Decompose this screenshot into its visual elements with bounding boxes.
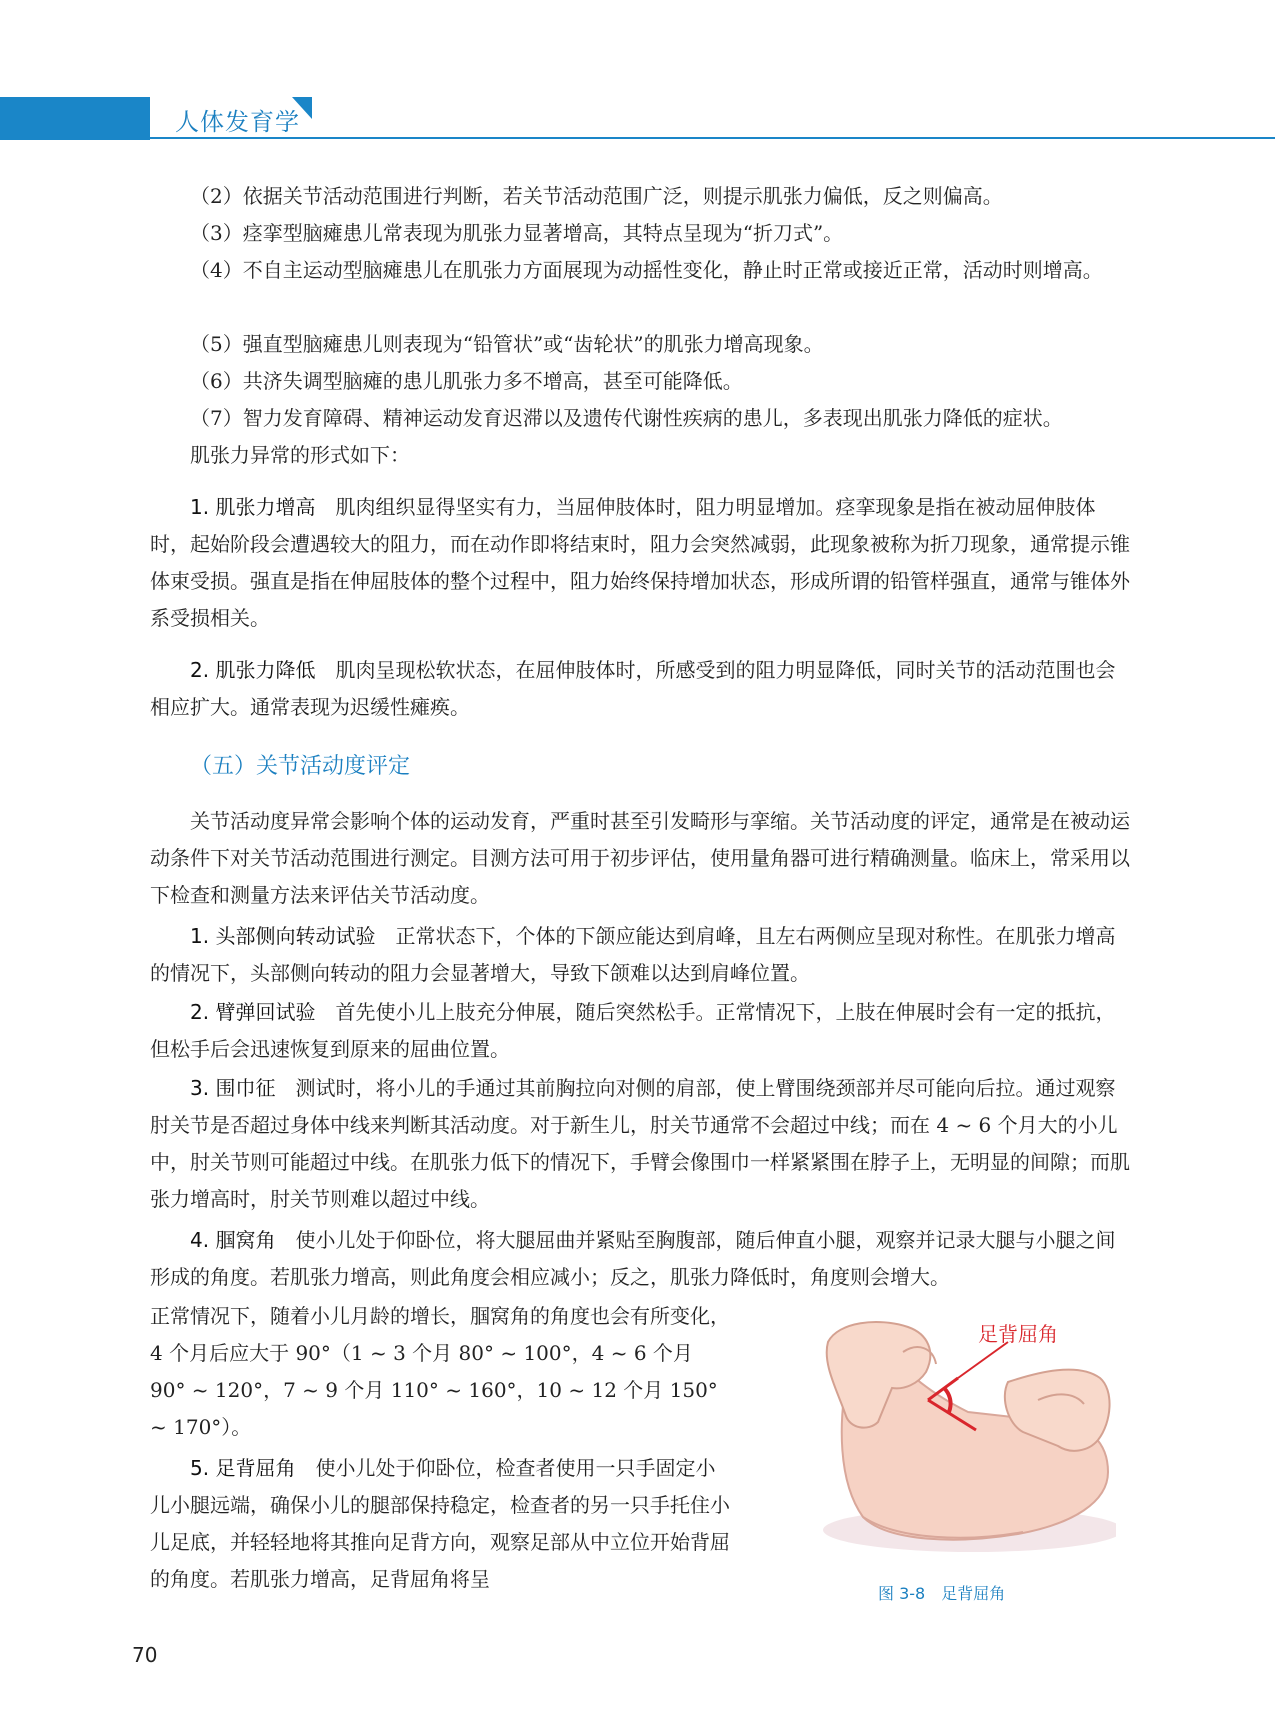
- item-text: 肌肉组织显得坚实有力，当屈伸肢体时，阻力明显增加。痉挛现象是指在被动屈伸肢体时，起始阶段会遭遇较大的阻力，而在动作即将结束时，阻力会突然减弱，此现象被称为折刀现象，通常提示锥体束受损。强直是指在伸屈肢体的整个过程中，阻力始终保持增加状态，形成所谓的铅管样强直，通常与锥体外系受损相关。: [150, 495, 1130, 630]
- item-term: 2. 肌张力降低: [190, 658, 316, 682]
- section-intro: 关节活动度异常会影响个体的运动发育，严重时甚至引发畸形与挛缩。关节活动度的评定，通常是在被动运动条件下对关节活动范围进行测定。目测方法可用于初步评估，使用量角器可进行精确测量。临床上，常采用以下检查和测量方法来评估关节活动度。: [150, 809, 1130, 907]
- figure-caption: 图 3-8 足背屈角: [878, 1584, 1006, 1603]
- paragraph-6: （6）共济失调型脑瘫的患儿肌张力多不增高，甚至可能降低。: [190, 369, 743, 393]
- paragraph-2: （2）依据关节活动范围进行判断，若关节活动范围广泛，则提示肌张力偏低，反之则偏高。: [190, 184, 1003, 208]
- item-text: 肌肉呈现松软状态，在屈伸肢体时，所感受到的阻力明显降低，同时关节的活动范围也会相应扩大。通常表现为迟缓性瘫痪。: [150, 658, 1116, 719]
- foot-dorsiflexion-figure: [808, 1312, 1116, 1556]
- item-arm-recoil: [150, 994, 1135, 1068]
- item-scarf-sign: [150, 1070, 1135, 1218]
- item-head-rotation: [150, 918, 1135, 992]
- item-text: 使小儿处于仰卧位，检查者使用一只手固定小儿小腿远端，确保小儿的腿部保持稳定，检查者的另一只手托住小儿足底，并轻轻地将其推向足背方向，观察足部从中立位开始背屈的角度。若肌张力增高，足背屈角将呈: [150, 1456, 730, 1591]
- header-rule: [150, 137, 1275, 139]
- item-foot-dorsiflexion: [150, 1450, 730, 1598]
- item-term: 5. 足背屈角: [190, 1456, 296, 1480]
- book-title: 人体发育学: [175, 108, 300, 136]
- item-term: 4. 腘窝角: [190, 1228, 276, 1252]
- item-tone-increased: [150, 489, 1135, 637]
- paragraph-7: （7）智力发育障碍、精神运动发育迟滞以及遗传代谢性疾病的患儿，多表现出肌张力降低的症状。: [190, 406, 1063, 430]
- item-text: 正常状态下，个体的下颌应能达到肩峰，且左右两侧应呈现对称性。在肌张力增高的情况下，头部侧向转动的阻力会显著增大，导致下颌难以达到肩峰位置。: [150, 924, 1116, 985]
- section-heading: （五）关节活动度评定: [190, 754, 411, 779]
- foot-dorsiflexion-illustration-icon: [808, 1312, 1116, 1556]
- item-text: 测试时，将小儿的手通过其前胸拉向对侧的肩部，使上臂围绕颈部并尽可能向后拉。通过观察肘关节是否超过身体中线来判断其活动度。对于新生儿，肘关节通常不会超过中线；而在 4 ~ 6 个月大的小儿中，肘关节则可能超过中线。在肌张力低下的情况下，手臂会像围巾一样紧紧围在脖子上，无明显的间隙；而肌张力增高时，肘关节则难以超过中线。: [150, 1076, 1130, 1211]
- item-text: 使小儿处于仰卧位，将大腿屈曲并紧贴至胸腹部，随后伸直小腿，观察并记录大腿与小腿之间形成的角度。若肌张力增高，则此角度会相应减小；反之，肌张力降低时，角度则会增大。: [150, 1228, 1116, 1289]
- paragraph-4: （4）不自主运动型脑瘫患儿在肌张力方面展现为动摇性变化，静止时正常或接近正常，活动时则增高。: [190, 258, 1103, 282]
- paragraph-forms-intro: 肌张力异常的形式如下：: [190, 443, 410, 467]
- paragraph-5: （5）强直型脑瘫患儿则表现为“铅管状”或“齿轮状”的肌张力增高现象。: [190, 332, 824, 356]
- item-tone-decreased: [150, 652, 1135, 726]
- item-popliteal-angle: [150, 1222, 1135, 1296]
- figure-label: 足背屈角: [978, 1322, 1058, 1346]
- popliteal-continuation: 正常情况下，随着小儿月龄的增长，腘窝角的角度也会有所变化，4 个月后应大于 90°（1 ~ 3 个月 80° ~ 100°，4 ~ 6 个月 90° ~ 120°，7 ~ 9 个月 110° ~ 160°，10 ~ 12 个月 150° ~ 170°）。: [150, 1304, 730, 1439]
- header-accent-block: [0, 97, 150, 140]
- item-term: 2. 臂弹回试验: [190, 1000, 316, 1024]
- page-number: 70: [132, 1643, 158, 1667]
- item-term: 3. 围巾征: [190, 1076, 276, 1100]
- paragraph-3: （3）痉挛型脑瘫患儿常表现为肌张力显著增高，其特点呈现为“折刀式”。: [190, 221, 844, 245]
- running-header: [0, 97, 1275, 140]
- item-term: 1. 肌张力增高: [190, 495, 316, 519]
- item-term: 1. 头部侧向转动试验: [190, 924, 376, 948]
- item-text: 首先使小儿上肢充分伸展，随后突然松手。正常情况下，上肢在伸展时会有一定的抵抗，但松手后会迅速恢复到原来的屈曲位置。: [150, 1000, 1116, 1061]
